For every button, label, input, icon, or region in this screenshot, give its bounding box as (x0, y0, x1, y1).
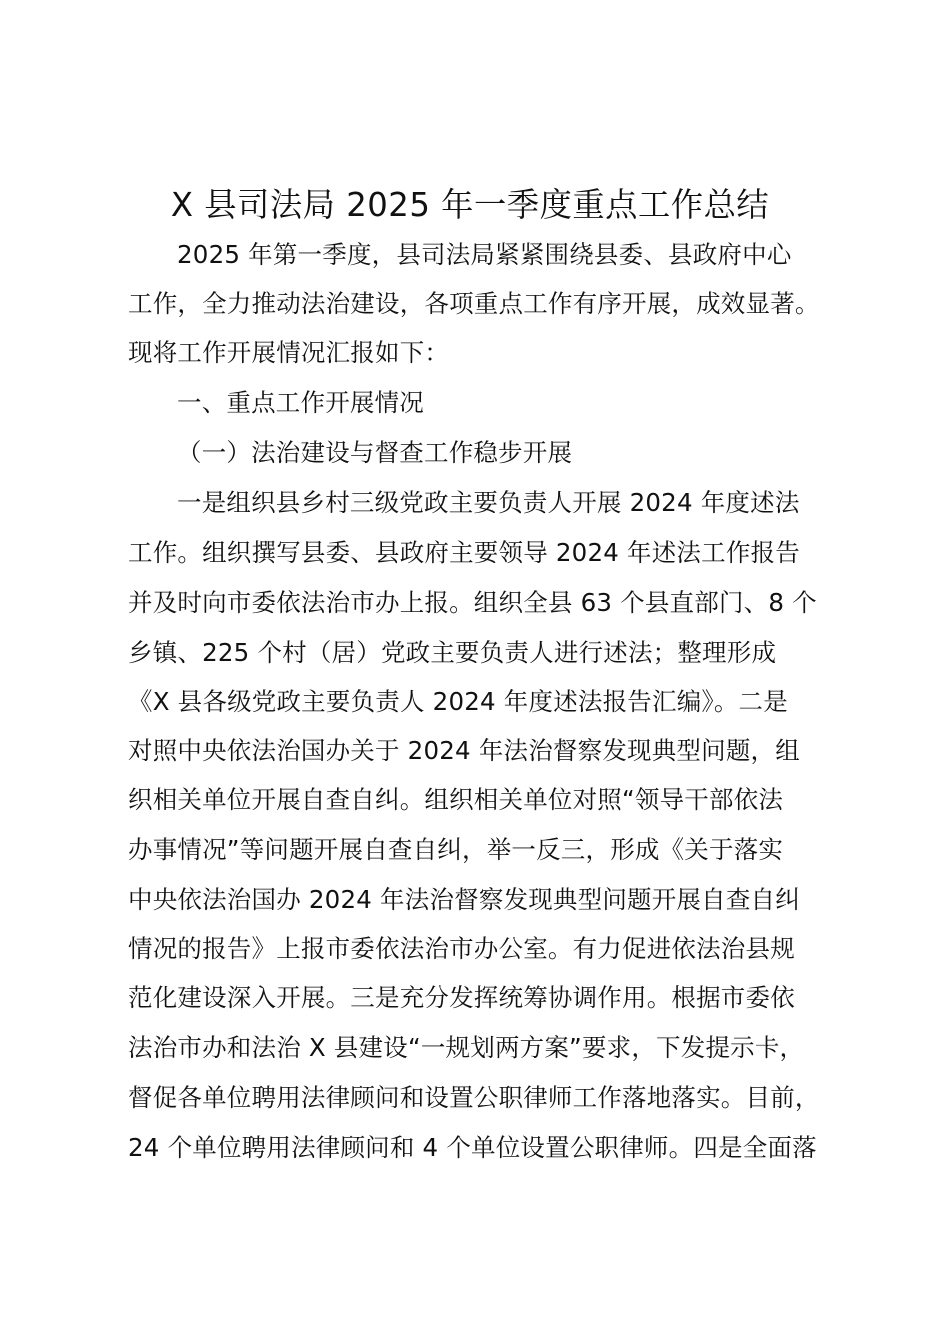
paragraph-line: 中央依法治国办 2024 年法治督察发现典型问题开展自查自纠 (128, 885, 800, 914)
document-title: X 县司法局 2025 年一季度重点工作总结 (170, 185, 770, 224)
paragraph-line: 24 个单位聘用法律顾问和 4 个单位设置公职律师。四是全面落 (128, 1133, 817, 1162)
section-heading: 一、重点工作开展情况 (177, 388, 424, 417)
paragraph-line: 情况的报告》上报市委依法治市办公室。有力促进依法治县规 (128, 934, 795, 963)
paragraph-line: 并及时向市委依法治市办上报。组织全县 63 个县直部门、8 个 (128, 588, 817, 617)
subsection-heading: （一）法治建设与督查工作稳步开展 (177, 438, 573, 467)
paragraph-line: 《X 县各级党政主要负责人 2024 年度述法报告汇编》。二是 (128, 687, 788, 716)
paragraph-line: 法治市办和法治 X 县建设“一规划两方案”要求，下发提示卡， (128, 1033, 805, 1062)
paragraph-line: 办事情况”等问题开展自查自纠，举一反三，形成《关于落实 (128, 835, 784, 864)
paragraph-line: 督促各单位聘用法律顾问和设置公职律师工作落地落实。目前， (128, 1083, 820, 1112)
paragraph-line: 一是组织县乡村三级党政主要负责人开展 2024 年度述法 (177, 488, 800, 517)
paragraph-line: 对照中央依法治国办关于 2024 年法治督察发现典型问题，组 (128, 736, 800, 765)
paragraph-line: 2025 年第一季度，县司法局紧紧围绕县委、县政府中心 (177, 240, 792, 269)
paragraph-line: 乡镇、225 个村（居）党政主要负责人进行述法；整理形成 (128, 638, 777, 667)
paragraph-line: 工作，全力推动法治建设，各项重点工作有序开展，成效显著。 (128, 289, 820, 318)
paragraph-line: 范化建设深入开展。三是充分发挥统筹协调作用。根据市委依 (128, 983, 795, 1012)
paragraph-line: 现将工作开展情况汇报如下： (128, 338, 450, 367)
paragraph-line: 织相关单位开展自查自纠。组织相关单位对照“领导干部依法 (128, 785, 784, 814)
paragraph-line: 工作。组织撰写县委、县政府主要领导 2024 年述法工作报告 (128, 538, 800, 567)
